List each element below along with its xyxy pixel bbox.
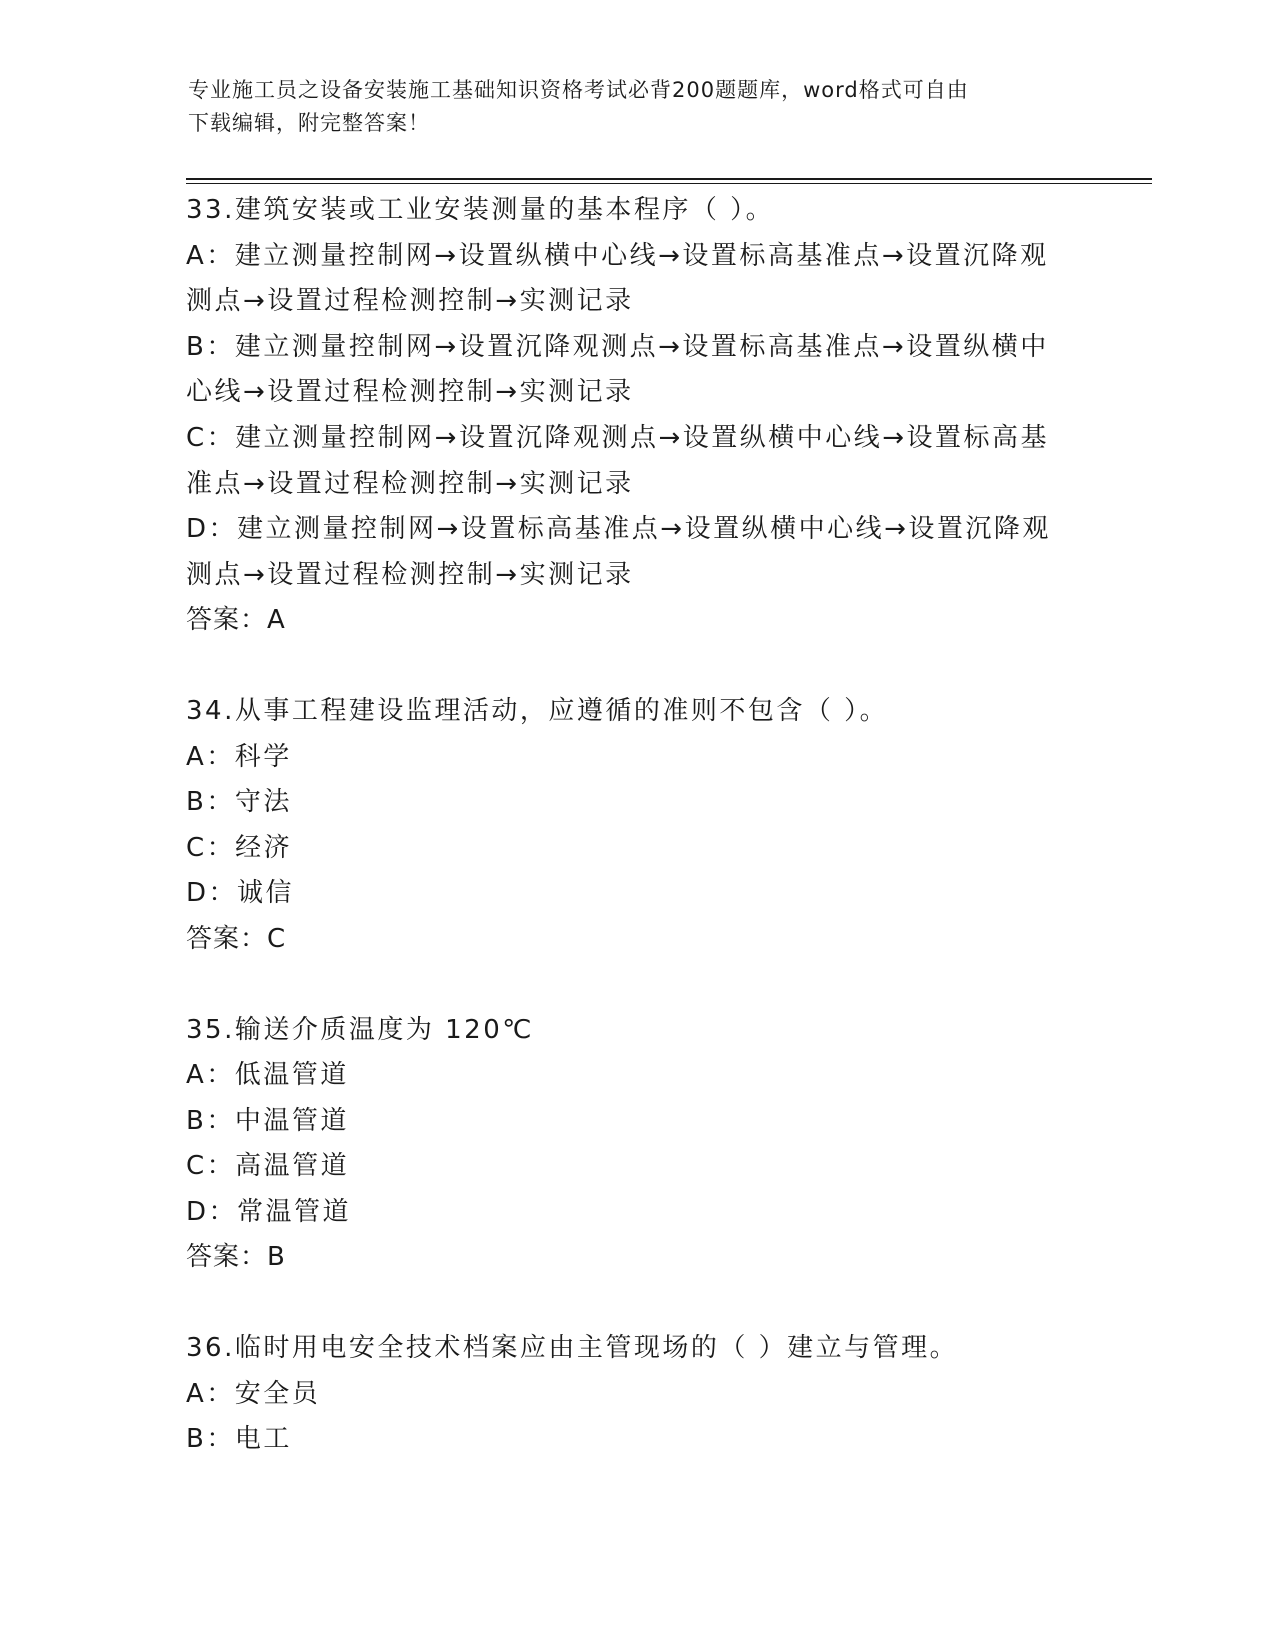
question-34 bbox=[186, 689, 1086, 963]
option-c: C：高温管道 bbox=[186, 1151, 350, 1182]
question-stem: 34.从事工程建设监理活动，应遵循的准则不包含（ ）。 bbox=[186, 695, 889, 726]
option-c-continued: 准点→设置过程检测控制→实测记录 bbox=[186, 468, 634, 499]
question-33 bbox=[186, 188, 1086, 644]
option-a: A：建立测量控制网→设置纵横中心线→设置标高基准点→设置沉降观 bbox=[186, 240, 1049, 271]
option-a: A：低温管道 bbox=[186, 1060, 349, 1091]
question-36 bbox=[186, 1326, 1086, 1463]
question-stem: 36.临时用电安全技术档案应由主管现场的（ ）建立与管理。 bbox=[186, 1333, 959, 1364]
option-a: A：科学 bbox=[186, 741, 292, 772]
option-b: B：中温管道 bbox=[186, 1105, 349, 1136]
question-list bbox=[186, 188, 1086, 1508]
answer-line: 答案：B bbox=[186, 1242, 286, 1273]
option-b-continued: 心线→设置过程检测控制→实测记录 bbox=[186, 377, 634, 408]
option-b: B：电工 bbox=[186, 1424, 292, 1455]
option-b: B：守法 bbox=[186, 787, 292, 818]
question-stem: 33.建筑安装或工业安装测量的基本程序（ ）。 bbox=[186, 195, 775, 225]
answer-line: 答案：A bbox=[186, 605, 286, 636]
option-a: A：安全员 bbox=[186, 1378, 321, 1409]
header-divider-thick bbox=[186, 178, 1152, 180]
header-divider-thin bbox=[186, 183, 1152, 184]
option-c: C：建立测量控制网→设置沉降观测点→设置纵横中心线→设置标高基 bbox=[186, 422, 1050, 453]
document-header: 专业施工员之设备安装施工基础知识资格考试必背200题题库，word格式可自由 下载编辑，附完整答案！ bbox=[188, 78, 969, 135]
answer-line: 答案：C bbox=[186, 923, 287, 954]
option-a-continued: 测点→设置过程检测控制→实测记录 bbox=[186, 286, 634, 317]
option-c: C：经济 bbox=[186, 832, 293, 863]
question-stem: 35.输送介质温度为 120℃ bbox=[186, 1014, 534, 1045]
option-d: D：常温管道 bbox=[186, 1196, 352, 1227]
option-d: D：建立测量控制网→设置标高基准点→设置纵横中心线→设置沉降观 bbox=[186, 514, 1051, 545]
option-b: B：建立测量控制网→设置沉降观测点→设置标高基准点→设置纵横中 bbox=[186, 331, 1049, 362]
option-d: D：诚信 bbox=[186, 878, 295, 909]
question-35 bbox=[186, 1008, 1086, 1282]
option-d-continued: 测点→设置过程检测控制→实测记录 bbox=[186, 559, 634, 590]
